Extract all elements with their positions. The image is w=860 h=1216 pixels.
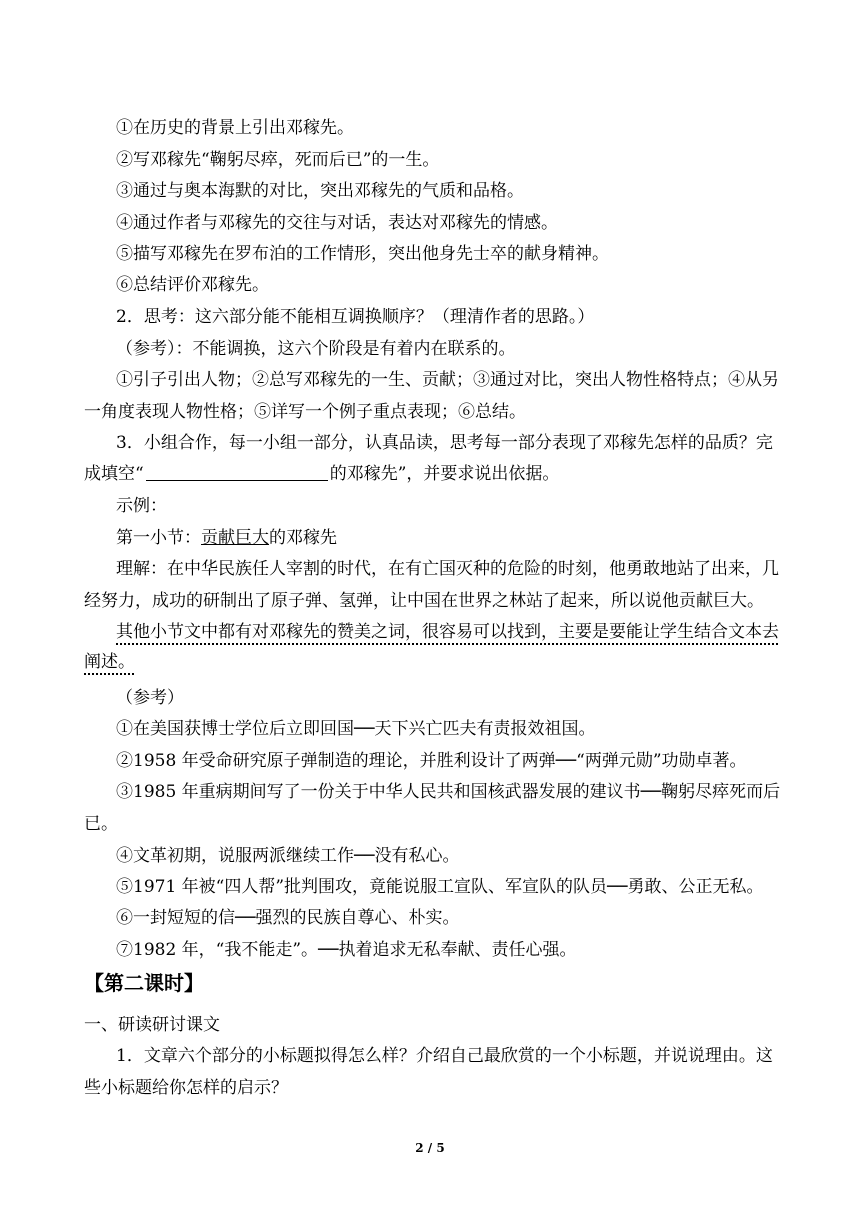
question-3-line-1: 3．小组合作，每一小组一部分，认真品读，思考每一部分表现了邓稼先怎样的品质？完 — [116, 433, 773, 453]
part-3-text: ③通过与奥本海默的对比，突出邓稼先的气质和品格。 — [116, 181, 524, 201]
section-title: 一、研读研讨课文 — [84, 1015, 220, 1035]
reference-item-5: ⑤1971 年被“四人帮”批判围攻，竟能说服工宣队、军宣队的队员──勇敢、公正无私。 — [116, 877, 764, 897]
part-5-text: ⑤描写邓稼先在罗布泊的工作情形，突出他身先士卒的献身精神。 — [116, 244, 609, 264]
section-1-prefix: 第一小节： — [116, 528, 201, 548]
discussion-question-1-line-2: 些小标题给你怎样的启示？ — [84, 1078, 288, 1098]
part-4-text: ④通过作者与邓稼先的交往与对话，表达对邓稼先的情感。 — [116, 213, 558, 233]
part-1-text: ①在历史的背景上引出邓稼先。 — [116, 118, 354, 138]
understanding-line-2: 经努力，成功的研制出了原子弹、氢弹，让中国在世界之林站了起来，所以说他贡献巨大。 — [84, 591, 764, 611]
reference-item-1: ①在美国获博士学位后立即回国──天下兴亡匹夫有责报效祖国。 — [116, 719, 596, 739]
teaching-note-line-1 — [116, 621, 784, 643]
reference-detail-line-1: ①引子引出人物；②总写邓稼先的一生、贡献；③通过对比，突出人物性格特点；④从另 — [116, 370, 779, 390]
lesson-2-heading: 【第二课时】 — [84, 971, 204, 995]
question-2: 2．思考：这六部分能不能相互调换顺序？（理清作者的思路。） — [116, 307, 595, 327]
reference-item-2: ②1958 年受命研究原子弹制造的理论，并胜利设计了两弹──“两弹元勋”功勋卓著。 — [116, 751, 747, 771]
reference-item-6: ⑥一封短短的信──强烈的民族自尊心、朴实。 — [116, 908, 460, 928]
reference-item-3-line-1: ③1985 年重病期间写了一份关于中华人民共和国核武器发展的建议书──鞠躬尽瘁死而后 — [116, 782, 781, 802]
question-3-prefix: 成填空“ — [84, 464, 144, 484]
discussion-question-1-line-1: 1．文章六个部分的小标题拟得怎么样？介绍自己最欣赏的一个小标题，并说说理由。这 — [116, 1046, 773, 1066]
reference-detail-line-2: 一角度表现人物性格；⑤详写一个例子重点表现；⑥总结。 — [84, 402, 526, 422]
teaching-note-line-2 — [84, 651, 784, 673]
reference-item-7: ⑦1982 年，“我不能走”。──执着追求无私奉献、责任心强。 — [116, 940, 577, 960]
teaching-note-line-2-text: 阐述。 — [84, 652, 135, 672]
section-1-suffix: 的邓稼先 — [269, 528, 337, 548]
reference-label: （参考） — [116, 688, 184, 708]
part-6-text: ⑥总结评价邓稼先。 — [116, 275, 269, 295]
reference-answer-1: （参考）：不能调换，这六个阶段是有着内在联系的。 — [116, 339, 516, 359]
part-2-text: ②写邓稼先“鞠躬尽瘁，死而后已”的一生。 — [116, 150, 440, 170]
section-1-keyword: 贡献巨大 — [201, 528, 269, 548]
question-3-suffix: 的邓稼先”，并要求说出依据。 — [329, 464, 560, 484]
section-1-example — [116, 527, 784, 549]
fill-in-blank — [146, 463, 328, 481]
example-label: 示例： — [116, 496, 167, 516]
page-number: 2 / 5 — [415, 1141, 445, 1155]
understanding-line-1: 理解：在中华民族任人宰割的时代，在有亡国灭种的危险的时刻，他勇敢地站了出来，几 — [116, 559, 779, 579]
teaching-note-line-1-text: 其他小节文中都有对邓稼先的赞美之词，很容易可以找到，主要是要能让学生结合文本去 — [116, 622, 779, 642]
reference-item-3-line-2: 已。 — [84, 814, 118, 834]
reference-item-4: ④文革初期，说服两派继续工作──没有私心。 — [116, 846, 460, 866]
question-3-line-2 — [84, 463, 784, 485]
